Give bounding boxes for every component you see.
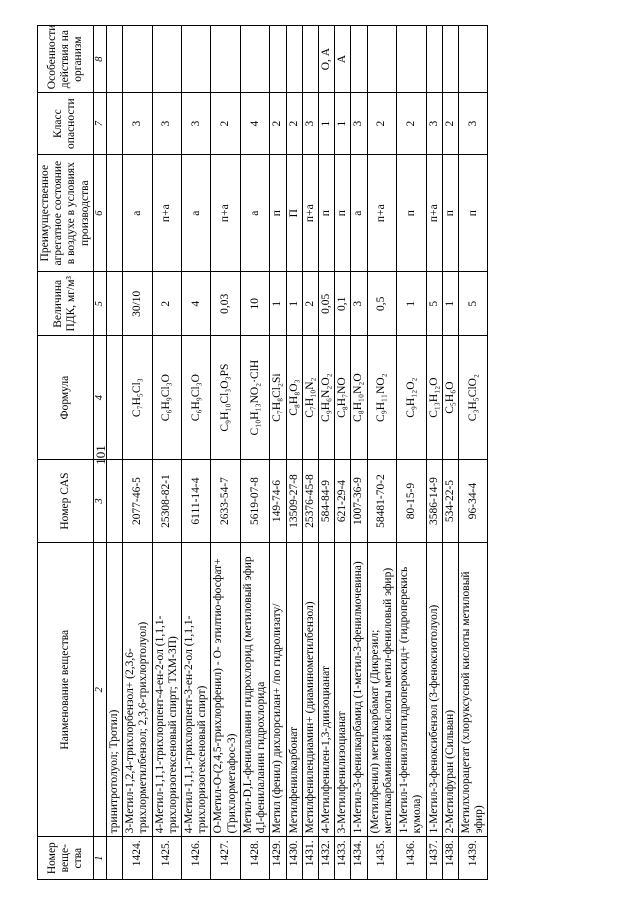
table-row — [458, 26, 487, 880]
substance-name: 3-Метил-1,2,4-трихлорбензол+ (2,3,6-трихлорметилбензол; 2,3,6-трихлортолуол) — [123, 543, 152, 837]
pdk-value: 1 — [270, 272, 286, 336]
table-row — [397, 26, 426, 880]
substance-number: 1436. — [397, 837, 426, 880]
action-features — [211, 26, 240, 93]
formula: C₆H₉Cl₃O — [152, 336, 181, 460]
substance-name: O-Метил-O-(2,4,5-трихлорфенил) - O- этилтио-фосфат+ (Трихлорметафос-3) — [211, 543, 240, 837]
cas-number: 534-22-5 — [442, 459, 458, 542]
aggregate-state: п — [270, 155, 286, 272]
action-features — [182, 26, 211, 93]
table-row — [240, 26, 269, 880]
column-index: 8 — [93, 26, 106, 93]
substance-number: 1428. — [240, 837, 269, 880]
column-index: 7 — [93, 93, 106, 155]
pdk-value: 0,1 — [335, 272, 351, 336]
column-index-row — [93, 26, 106, 880]
cas-number: 149-74-6 — [270, 459, 286, 542]
aggregate-state: а — [123, 155, 152, 272]
pdk-value: 2 — [302, 272, 318, 336]
substance-name: Метил (фенил) дихлорсилан+ /по гидролизату/ — [270, 543, 286, 837]
pdk-value: 30/10 — [123, 272, 152, 336]
substance-number: 1433. — [335, 837, 351, 880]
formula: C₈H₇NO — [335, 336, 351, 460]
action-features — [123, 26, 152, 93]
substance-name: 1-Метил-3-феноксибензол (3-феноксиотолуол) — [426, 543, 442, 837]
substance-number: 1431. — [302, 837, 318, 880]
table-row — [442, 26, 458, 880]
hazard-class: 2 — [367, 93, 396, 155]
table-row — [123, 26, 152, 880]
cas-number: 96-34-4 — [458, 459, 487, 542]
cas-number: 2633-54-7 — [211, 459, 240, 542]
action-features — [240, 26, 269, 93]
substance-number: 1432. — [319, 837, 335, 880]
table-row — [211, 26, 240, 880]
formula: C₃H₅ClO₂ — [458, 336, 487, 460]
hazard-class: 3 — [123, 93, 152, 155]
table-row — [335, 26, 351, 880]
substance-number: 1426. — [182, 837, 211, 880]
column-index: 1 — [93, 837, 106, 880]
formula: C₈H₈O₃ — [286, 336, 302, 460]
pdk-value: 0,05 — [319, 272, 335, 336]
action-features: А — [335, 26, 351, 93]
rotated-table-container — [37, 25, 627, 880]
column-index: 4 — [93, 336, 106, 460]
hazard-class: 2 — [397, 93, 426, 155]
action-features — [270, 26, 286, 93]
table-row — [270, 26, 286, 880]
cas-number: 1007-36-9 — [351, 459, 367, 542]
substance-name: Метил-D,L-фенилаланин гидрохлорид (метиловый эфир d,l-фенилаланин гидрохлорида — [240, 543, 269, 837]
column-index: 6 — [93, 155, 106, 272]
hazard-class: 3 — [458, 93, 487, 155]
action-features — [152, 26, 181, 93]
substance-name: 4-Метил-1,1,1-трихлорпент-3-ен-2-ол (1,1,1-трихлоризогексеновый спирт) — [182, 543, 211, 837]
substances-table — [37, 25, 488, 880]
cas-number: 6111-14-4 — [182, 459, 211, 542]
table-row — [302, 26, 318, 880]
aggregate-state: п+а — [367, 155, 396, 272]
substance-name: (Метилфенил) метилкарбамат (Дикрезил; метилкарбаминовой кислоты метил-фениловый эфир) — [367, 543, 396, 837]
table-row — [182, 26, 211, 880]
hazard-class: 1 — [335, 93, 351, 155]
substance-name: 1-Метил-1-фенилэтилгидропероксид+ (гидроперекись кумола) — [397, 543, 426, 837]
header-cell: Наименование вещества — [38, 543, 94, 837]
carry-over-row — [106, 26, 122, 880]
substance-number: 1429. — [270, 837, 286, 880]
pdk-value: 5 — [426, 272, 442, 336]
substance-name: 3-Метилфенилизоцианат — [335, 543, 351, 837]
pdk-value: 4 — [182, 272, 211, 336]
aggregate-state: п — [319, 155, 335, 272]
pdk-value: 3 — [351, 272, 367, 336]
cas-number: 58481-70-2 — [367, 459, 396, 542]
substance-number: 1437. — [426, 837, 442, 880]
pdk-value: 1 — [286, 272, 302, 336]
table-body — [106, 26, 487, 880]
aggregate-state: П — [286, 155, 302, 272]
action-features: О, А — [319, 26, 335, 93]
substance-number: 1425. — [152, 837, 181, 880]
cas-number: 5619-07-8 — [240, 459, 269, 542]
hazard-class: 3 — [302, 93, 318, 155]
aggregate-state: а — [182, 155, 211, 272]
page-number: 101 — [93, 445, 108, 465]
cas-number: 25376-45-8 — [302, 459, 318, 542]
header-cell: Особенности действия на организм — [38, 26, 94, 93]
column-index: 2 — [93, 543, 106, 837]
cas-number: 80-15-9 — [397, 459, 426, 542]
formula: C₇H₁₀N₂ — [302, 336, 318, 460]
table-row — [367, 26, 396, 880]
substance-number: 1435. — [367, 837, 396, 880]
substance-name: Метилхлорацетат (хлоруксусной кислоты метиловый эфир) — [458, 543, 487, 837]
substance-name: Метилфенилендиамин+ (диаминометилбензол) — [302, 543, 318, 837]
action-features — [367, 26, 396, 93]
substance-name: 4-Метилфенилен-1,3-диизоцианат — [319, 543, 335, 837]
substance-number: 1439. — [458, 837, 487, 880]
substance-name: 1-Метил-3-фенилкарбамид (1-метил-3-фенилмочевина) — [351, 543, 367, 837]
aggregate-state: п — [442, 155, 458, 272]
formula: C₁₀H₁₃NO₂·ClH — [240, 336, 269, 460]
aggregate-state: п+а — [302, 155, 318, 272]
cas-number: 3586-14-9 — [426, 459, 442, 542]
table-row — [351, 26, 367, 880]
header-cell: Класс опасности — [38, 93, 94, 155]
hazard-class: 3 — [426, 93, 442, 155]
aggregate-state: п+а — [152, 155, 181, 272]
formula: C₉H₁₀Cl₃O₃PS — [211, 336, 240, 460]
pdk-value: 5 — [458, 272, 487, 336]
table-row — [426, 26, 442, 880]
pdk-value: 10 — [240, 272, 269, 336]
hazard-class: 2 — [270, 93, 286, 155]
aggregate-state: а — [351, 155, 367, 272]
hazard-class: 2 — [442, 93, 458, 155]
substance-number: 1438. — [442, 837, 458, 880]
header-cell: Величина ПДК, мг/м³ — [38, 272, 94, 336]
pdk-value: 2 — [152, 272, 181, 336]
formula: C₉H₁₁NO₂ — [367, 336, 396, 460]
action-features — [426, 26, 442, 93]
aggregate-state: п — [458, 155, 487, 272]
table-row — [319, 26, 335, 880]
formula: C₉H₆N₂O₂ — [319, 336, 335, 460]
hazard-class: 2 — [211, 93, 240, 155]
formula: C₆H₉Cl₃O — [182, 336, 211, 460]
cas-number: 621-29-4 — [335, 459, 351, 542]
formula: C₅H₆O — [442, 336, 458, 460]
hazard-class: 2 — [286, 93, 302, 155]
substance-number: 1427. — [211, 837, 240, 880]
action-features — [286, 26, 302, 93]
substance-name: Метилфенилкарбонат — [286, 543, 302, 837]
formula: C₁₃H₁₂O — [426, 336, 442, 460]
aggregate-state: п — [397, 155, 426, 272]
pdk-value: 1 — [442, 272, 458, 336]
hazard-class: 3 — [182, 93, 211, 155]
aggregate-state: п+а — [211, 155, 240, 272]
hazard-class: 3 — [152, 93, 181, 155]
table-row — [152, 26, 181, 880]
aggregate-state: а — [240, 155, 269, 272]
action-features — [458, 26, 487, 93]
formula: C₇H₅Cl₃ — [123, 336, 152, 460]
cas-number: 2077-46-5 — [123, 459, 152, 542]
aggregate-state: п+а — [426, 155, 442, 272]
action-features — [442, 26, 458, 93]
substance-number: 1434. — [351, 837, 367, 880]
pdk-value: 0,5 — [367, 272, 396, 336]
header-cell: Номер CAS — [38, 459, 94, 542]
header-cell: Преимущественное агрегатное состояние в воздухе в условиях производства — [38, 155, 94, 272]
column-index: 5 — [93, 272, 106, 336]
substance-name: 2-Метилфуран (Сильван) — [442, 543, 458, 837]
aggregate-state: п — [335, 155, 351, 272]
header-cell: Формула — [38, 336, 94, 460]
formula: C₇H₈Cl₂Si — [270, 336, 286, 460]
formula: C₈H₁₀N₂O — [351, 336, 367, 460]
cas-number: 25308-82-1 — [152, 459, 181, 542]
substance-name: тринитротолуол; Тротил) — [106, 543, 122, 837]
pdk-value: 1 — [397, 272, 426, 336]
cas-number: 13509-27-8 — [286, 459, 302, 542]
action-features — [351, 26, 367, 93]
hazard-class: 1 — [319, 93, 335, 155]
pdk-value: 0,03 — [211, 272, 240, 336]
hazard-class: 3 — [351, 93, 367, 155]
table-row — [286, 26, 302, 880]
cas-number: 584-84-9 — [319, 459, 335, 542]
action-features — [302, 26, 318, 93]
header-cell: Номер веще-ства — [38, 837, 94, 880]
hazard-class: 4 — [240, 93, 269, 155]
substance-name: 4-Метил-1,1,1-трихлорпент-4-ен-2-ол (1,1,1-трихлоризогексеновый спирт; ТХМ-3П) — [152, 543, 181, 837]
header-row — [38, 26, 94, 880]
formula: C₉H₁₂O₂ — [397, 336, 426, 460]
action-features — [397, 26, 426, 93]
column-index: 3 — [93, 459, 106, 542]
substance-number: 1430. — [286, 837, 302, 880]
substance-number: 1424. — [123, 837, 152, 880]
